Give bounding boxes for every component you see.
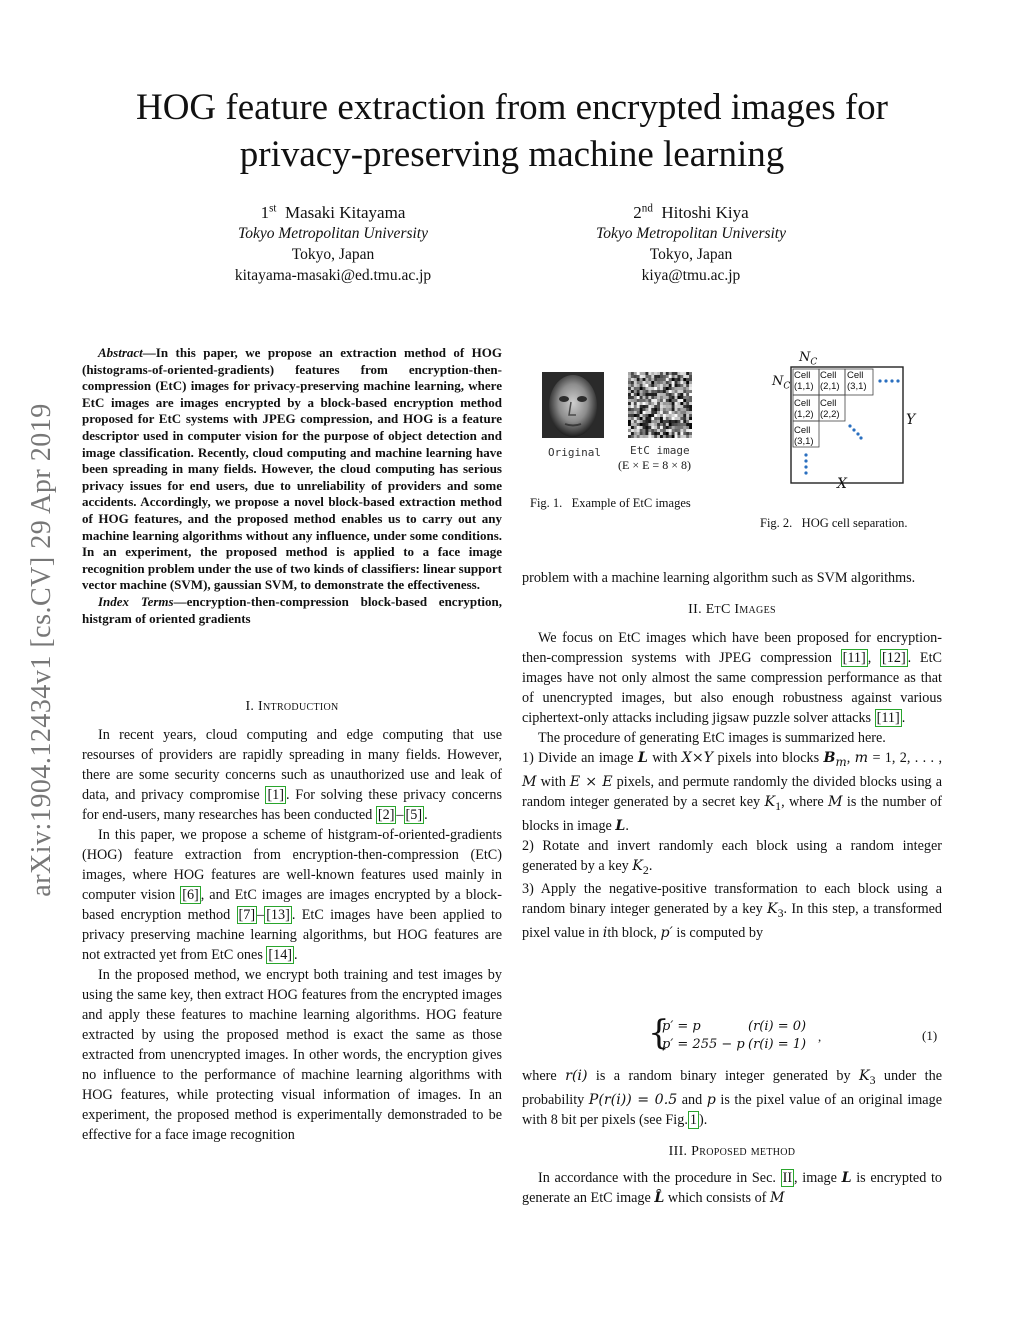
- equation-line-1-right: (r(i) = 0): [748, 1019, 807, 1034]
- author-location-1: Tokyo, Japan: [291, 246, 375, 263]
- equation-1: [520, 1013, 944, 1057]
- author-affiliation-1: Tokyo Metropolitan University: [238, 225, 428, 242]
- figure-1-label-original: Original: [548, 446, 601, 459]
- equation-line-2-right: (r(i) = 1): [748, 1037, 807, 1052]
- etc-encrypted-image: [628, 372, 692, 438]
- author-block-1: [168, 202, 498, 286]
- citation-link[interactable]: [1]: [267, 787, 284, 803]
- citation-link[interactable]: [11]: [842, 650, 866, 666]
- cell-label: Cell (1,2): [794, 398, 814, 420]
- equation-number: (1): [922, 1028, 938, 1043]
- section-title-proposed-method: III. Proposed method: [668, 1143, 796, 1159]
- abstract: [82, 345, 502, 627]
- author-email-1: kitayama-masaki@ed.tmu.ac.jp: [234, 267, 432, 284]
- citation-link[interactable]: [12]: [882, 650, 906, 666]
- right-column-lower: [522, 1066, 942, 1208]
- proposed-paragraph-1: In accordance with the procedure in Sec. II , image L is encrypted to generate an EtC image L̂ which consists of M: [522, 1169, 942, 1206]
- figure-1-caption: Fig. 1. Example of EtC images: [530, 496, 691, 510]
- index-terms: Index Terms—encryption-then-compression block-based encryption, histgram of oriented gradients: [82, 593, 503, 626]
- cell-label: Cell (2,1): [820, 370, 840, 392]
- equation-line-2-left: p′ = 255 − p: [662, 1037, 745, 1052]
- equation-brace: {: [648, 1013, 670, 1053]
- index-terms-label: Index Terms: [98, 593, 174, 609]
- citation-link[interactable]: [14]: [268, 947, 293, 963]
- equation-comma: ,: [818, 1029, 822, 1044]
- cell-label: Cell (3,1): [794, 425, 814, 447]
- etc-step-1: 1) Divide an image L with X×Y pixels into blocks $B_m$, m = 1, 2, . . . , M with E × E pixels, and permute randomly the divided blocks using a random integer generated by a secret key $K_1$, where M is the number of blocks in image L.: [522, 750, 943, 834]
- cell-label: Cell (3,1): [847, 370, 867, 392]
- intro-paragraph-3: In the proposed method, we encrypt both training and test images by using the same key, then extract HOG features from the encrypted images and apply these features to machine learning algorithms. HOG feature extracted by using the proposed method is exact the same as those extracted from unencrypted images. In other words, the encryption gives no influence to the performance of machine learning algorithms with HOG features, while protecting visual information of images. In an experiment, the proposed method is experimentally demonstraded to be effective for a face image recognition: [82, 967, 502, 1143]
- citation-link[interactable]: [2]: [377, 807, 395, 823]
- figure-2: [760, 348, 940, 538]
- author-email-2: kiya@tmu.ac.jp: [641, 267, 741, 284]
- citation-link[interactable]: [5]: [405, 807, 423, 823]
- section-link[interactable]: II: [782, 1169, 793, 1186]
- citation-link[interactable]: [7]: [238, 907, 256, 923]
- author-block-2: [526, 202, 856, 286]
- citation-link[interactable]: [6]: [182, 887, 199, 903]
- arxiv-stamp: [22, 350, 62, 950]
- figure-2-x-label: X: [837, 476, 847, 492]
- abstract-body: Abstract—In this paper, we propose an extraction method of HOG (histograms-of-oriented-gradients) features from encryption-then-compression (EtC) images for privacy-preserving machine learning, where EtC images are images encrypted by a block-based encryption method proposed for EtC systems with JPEG compression, and HOG is a feature descriptor used in computer vision for the purpose of object detection and image classification. Recently, cloud computing and machine learning have been spreading in many fields. However, the cloud computing has serious privacy issues for end users, due to unreliability of providers and some accidents. Accordingly, we propose a novel block-based extraction method of HOG features, and the proposed method enables us to carry out any machine learning algorithms without any influence, under some conditions. In an experiment, the proposed method is applied to a face image recognition problem under the use of two kinds of classifiers: linear support vector machine (SVM), gaussian SVM, to demonstrate the effectiveness.: [82, 345, 502, 593]
- intro-paragraph-2: In this paper, we propose a scheme of histgram-of-oriented-gradients (HOG) feature extraction from encryption-then-compression (EtC) images, where HOG features are well-known features used mainly in computer vision [6] , and EtC images are images encrypted by a block-based encryption method [7] – [13] . EtC images have been applied to privacy preserving machine learning algorithms, but HOG features are not extracted yet from EtC ones [14] .: [82, 827, 503, 963]
- intro-paragraph-1: In recent years, cloud computing and edge computing that use resourses of providers are rapidly spreading in many fields. However, there are some security concerns such as unauthorized use and leak of data, and privacy compromise [1] . For solving these privacy concerns for end-users, many researches has been conducted [2] – [5] .: [82, 727, 502, 823]
- figure-2-caption: Fig. 2. HOG cell separation.: [760, 516, 908, 530]
- section-introduction: [82, 697, 502, 1145]
- section-title-introduction: I. Introduction: [245, 699, 339, 714]
- author-location-2: Tokyo, Japan: [649, 246, 733, 263]
- figure-1-label-etc: EtC image: [630, 444, 690, 457]
- cell-label: Cell (1,1): [794, 370, 814, 392]
- figure-1: [520, 368, 745, 528]
- cell-label: Cell (2,2): [820, 398, 840, 420]
- citation-link[interactable]: [13]: [266, 907, 290, 923]
- intro-tail: problem with a machine learning algorithm such as SVM algorithms.: [522, 570, 916, 586]
- etc-step-2: 2) Rotate and invert randomly each block using a random integer generated by a key $K_2$.: [522, 837, 942, 877]
- figure-2-nc-top: $N_C$: [799, 350, 818, 368]
- equation-line-1-left: p′ = p: [662, 1019, 701, 1034]
- figure-2-y-label: Y: [906, 412, 916, 428]
- face-original-image: [542, 372, 604, 438]
- citation-link[interactable]: [11]: [876, 710, 900, 726]
- right-column: [522, 568, 942, 943]
- paper-title: HOG feature extraction from encrypted images for privacy-preserving machine learning: [135, 87, 888, 175]
- arxiv-stamp-text: arXiv:1904.12434v1 [cs.CV] 29 Apr 2019: [26, 403, 57, 897]
- figure-link[interactable]: 1: [689, 1111, 697, 1128]
- section-title-etc-images: II. EtC Images: [688, 602, 776, 617]
- etc-step-3: 3) Apply the negative-positive transformation to each block using a random binary integer generated by a key $K_3$. In this step, a transformed pixel value in ith block, p′ is computed by: [522, 881, 943, 942]
- etc-paragraph-1: We focus on EtC images which have been proposed for encryption-then-compression systems with JPEG compression [11] , [12] . EtC images have not only almost the same compression performance as that of unencrypted images, but also enough robustness against various ciphertext-only attacks including jigsaw puzzle solver attacks [11] .: [522, 630, 943, 726]
- author-affiliation-2: Tokyo Metropolitan University: [596, 225, 786, 242]
- etc-paragraph-2: The procedure of generating EtC images is summarized here.: [538, 730, 886, 746]
- author-name-1: 1st Masaki Kitayama: [260, 202, 406, 222]
- author-name-2: 2nd Hitoshi Kiya: [633, 202, 749, 222]
- figure-1-label-etc-sub: (E × E = 8 × 8): [618, 458, 691, 472]
- etc-paragraph-3: where r(i) is a random binary integer generated by $K_3$ under the probability P(r(i)) = 0.5 and p is the pixel value of an original image with 8 bit per pixels (see Fig. 1 ).: [522, 1068, 942, 1128]
- figure-2-nc-side: $N_C$: [772, 374, 791, 392]
- abstract-label: Abstract: [98, 345, 143, 360]
